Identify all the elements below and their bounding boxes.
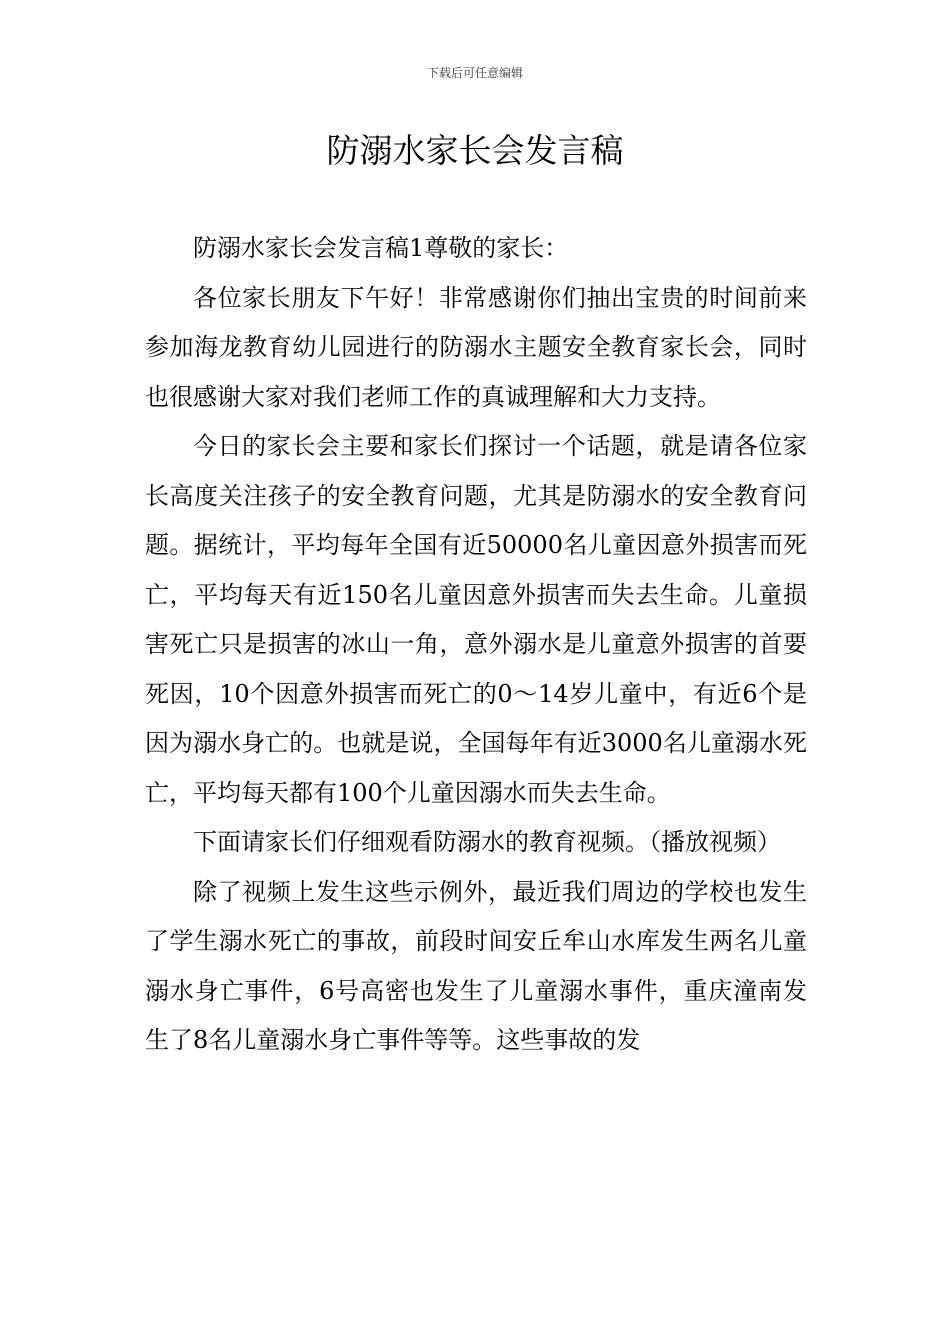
paragraph-video: 下面请家长们仔细观看防溺水的教育视频。（播放视频） [193,828,781,856]
paragraph-welcome: 各位家长朋友下午好！非常感谢你们抽出宝贵的时间前来参加海龙教育幼儿园进行的防溺水主题安全教育家长会，同时也很感谢大家对我们老师工作的真诚理解和大力支持。 [145,283,807,411]
paragraph-greeting: 防溺水家长会发言稿1尊敬的家长： [193,234,569,262]
page-header-note: 下载后可任意编辑 [426,66,523,80]
paragraph-statistics: 今日的家长会主要和家长们探讨一个话题，就是请各位家长高度关注孩子的安全教育问题，尤其是防溺水的安全教育问题。据统计，平均每年全国有近50000名儿童因意外损害而死亡，平均每天有近150名儿童因意外损害而失去生命。儿童损害死亡只是损害的冰山一角，意外溺水是儿童意外损害的首要死因，10个因意外损害而死亡的0～14岁儿童中，有近6个是因为溺水身亡的。也就是说，全国每年有近3000名儿童溺水死亡，平均每天都有100个儿童因溺水而失去生命。 [145,432,807,807]
paragraph-incidents: 除了视频上发生这些示例外，最近我们周边的学校也发生了学生溺水死亡的事故，前段时间安丘牟山水库发生两名儿童溺水身亡事件，6号高密也发生了儿童溺水事件，重庆潼南发生了8名儿童溺水身亡事件等等。这些事故的发 [145,877,807,1054]
document-title: 防溺水家长会发言稿 [326,131,624,170]
document-body [145,224,807,1066]
